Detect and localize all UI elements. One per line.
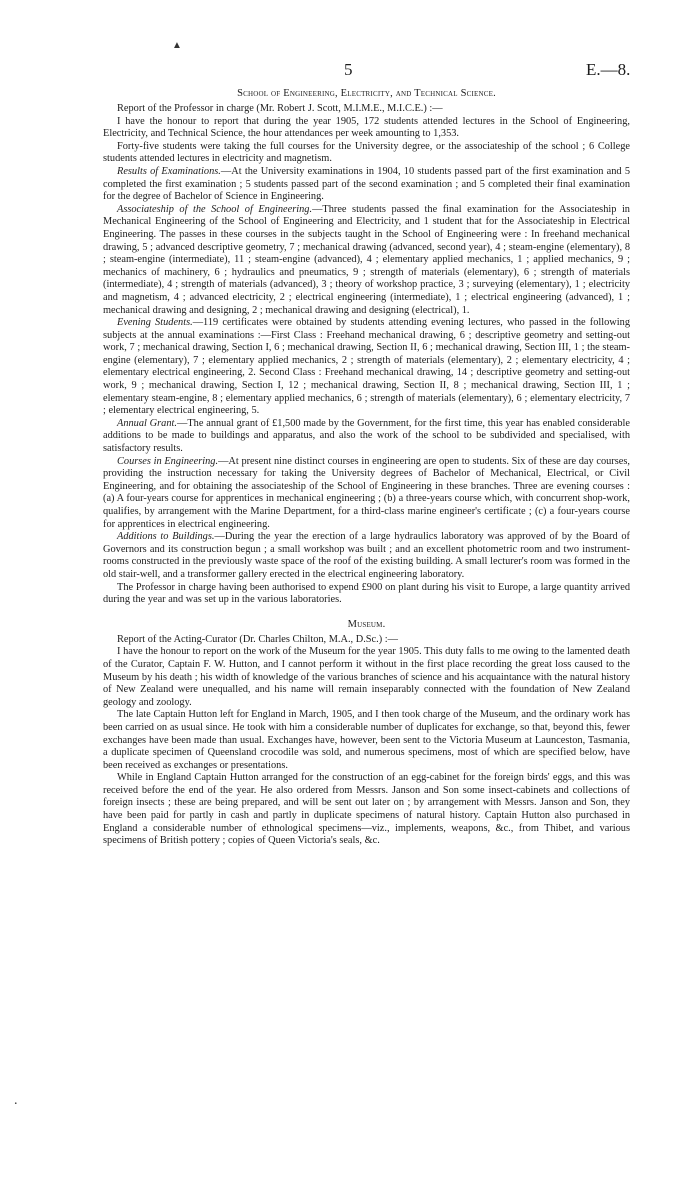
- associateship-heading: Associateship of the School of Engineering.: [117, 203, 313, 215]
- additions-heading: Additions to Buildings.: [117, 531, 215, 543]
- evening-students-paragraph: [103, 317, 630, 418]
- examinations-paragraph: [103, 166, 630, 204]
- associateship-paragraph: [103, 204, 630, 317]
- engineering-report-intro: Report of the Professor in charge (Mr. Robert J. Scott, M.I.M.E., M.I.C.E.) :—: [117, 103, 443, 114]
- annual-grant-text: —The annual grant of £1,500 made by the Government, for the first time, this year has enabled considerable additions to be made to buildings and apparatus, and also the work of the school to be subdivided and specialised, with satisfactory results.: [103, 417, 630, 455]
- page-number: 5: [344, 60, 353, 79]
- courses-paragraph: [103, 456, 630, 532]
- museum-report-intro: Report of the Acting-Curator (Dr. Charles Chilton, M.A., D.Sc.) :—: [117, 633, 398, 645]
- examinations-heading: Results of Examinations.: [117, 165, 221, 177]
- evening-students-heading: Evening Students.: [117, 317, 193, 329]
- museum-section-title: Museum.: [347, 618, 386, 630]
- museum-paragraph-3: While in England Captain Hutton arranged for the construction of an egg-cabinet for the foreign birds' eggs, and this was received before the end of the year. He also ordered from Messrs. Janson and Son some insect-cabinets and collections of foreign insects ; these are being prepared, and will be sent out later on ; by arrangement with Messrs. Janson and Son, they have been paid for partly in cash and partly in duplicate specimens of natural history. Captain Hutton also purchased in England a considerable number of ethnological specimens—viz., implements, weapons, &c., from Thibet, and various specimens of British pottery ; copies of Queen Victoria's seals, &c.: [103, 772, 630, 847]
- additions-paragraph: [103, 531, 630, 581]
- additions-text: —During the year the erection of a large hydraulics laboratory was approved of by the Board of Governors and its construction begun ; a small workshop was built ; and an excellent photometric room and two instrument-rooms constructed in the previously waste space of the roof of the existing building. A small lecturer's room was formed in the old stair-well, and a transformer gallery erected in the electrical engineering laboratory.: [103, 531, 631, 580]
- annual-grant-paragraph: [103, 418, 630, 456]
- courses-heading: Courses in Engineering.: [117, 455, 219, 467]
- document-body: [103, 88, 630, 848]
- museum-paragraph-1: I have the honour to report on the work of the Museum for the year 1905. This duty falls to me owing to the lamented death of the Curator, Captain F. W. Hutton, and I cannot perform it without in the first place recording the great loss caused to the Museum by his death ; his width of knowledge of the various branches of science and his acquaintance with the natural history of New Zealand were unequalled, and his name will remain inseparably connected with the foundation of New Zealand geology and zoology.: [103, 646, 630, 708]
- courses-text: —At present nine distinct courses in engineering are open to students. Six of these are day courses, providing the instruction necessary for taking the University degrees of Bachelor of Mechanical, Electrical, or Civil Engineering, and for obtaining the associateship of the School of Engineering in these branches. Three are evening courses : (a) A four-years course for apprentices in mechanical engineering ; (b) a three-years course which, with concurrent shop-work, qualifies, by arrangement with the Marine Department, for a third-class marine engineer's certificate ; (c) a four-years course for apprentices in electrical engineering.: [103, 455, 630, 530]
- document-reference: E.—8.: [586, 60, 631, 79]
- engineering-paragraph-1: I have the honour to report that during the year 1905, 172 students attended lectures in the School of Engineering, Electricity, and Technical Science, the hour attendances per week amounting to 1,353.: [103, 115, 630, 140]
- bottom-margin-mark: .: [14, 1093, 18, 1108]
- plant-paragraph: The Professor in charge having been authorised to expend £900 on plant during his visit to Europe, a large quantity arrived during the year and was set up in the various laboratories.: [103, 581, 630, 606]
- engineering-section-title: School of Engineering, Electricity, and Technical Science.: [237, 88, 496, 99]
- top-margin-mark: ▲: [172, 40, 182, 51]
- associateship-text: —Three students passed the final examination for the Associateship in Mechanical Engineering of the School of Engineering and Electricity, and 1 student that for the Associateship in Electrical Engineering. The passes in these courses in the subjects taught in the School of Engineering were : In freehand mechanical drawing, 5 ; advanced descriptive geometry, 7 ; mechanical drawing (advanced, second year), 4 ; steam-engine (elementary), 8 ; steam-engine (intermediate), 11 ; steam-engine (advanced), 4 ; elementary applied mechanics, 1 ; applied mechanics, 9 ; mechanics of machinery, 6 ; hydraulics and pneumatics, 9 ; strength of materials (elementary), 6 ; strength of materials (intermediate), 4 ; strength of materials (advanced), 3 ; theory of workshop practice, 3 ; surveying (elementary), 1 ; electricity and magnetism, 4 ; advanced electricity, 2 ; electrical engineering (intermediate), 1 ; electrical engineering (advanced), 1 ; mechanical drawing and designing, 2 ; mechanical drawing and designing (electrical), 1.: [103, 203, 630, 316]
- museum-paragraph-2: The late Captain Hutton left for England in March, 1905, and I then took charge of the Museum, and the ordinary work has been carried on as usual since. He took with him a considerable number of duplicates for exchange, so that, beyond this, fewer exchanges have been made than usual. Exchanges have, however, been sent to the Victoria Museum at Launceston, Tasmania, a duplicate specimen of Queensland crocodile was sold, and numerous specimens, most of which are specified below, have been received as exchanges or presentations.: [103, 709, 630, 771]
- engineering-paragraph-2: Forty-five students were taking the full courses for the University degree, or the associateship of the school ; 6 College students attended lectures in electricity and magnetism.: [103, 140, 630, 165]
- examinations-text: —At the University examinations in 1904, 10 students passed part of the first examination and 5 completed the first examination ; 5 students passed part of the second examination ; and 5 completed their final examination for the degree of Bachelor of Science in Engineering.: [103, 165, 631, 203]
- evening-students-text: —119 certificates were obtained by students attending evening lectures, who passed in the following subjects at the annual examinations :—First Class : Freehand mechanical drawing, 6 ; descriptive geometry and setting-out work, 7 ; mechanical drawing, Section I, 6 ; mechanical drawing, Section II, 6 ; mechanical drawing, Section III, 1 ; the steam-engine (elementary), 7 ; elementary applied mechanics, 2 ; strength of materials (elementary), 2 ; elementary electricity, 4 ; elementary electrical engineering, 2. Second Class : Freehand mechanical drawing, 14 ; descriptive geometry and setting-out work, 9 ; mechanical drawing, Section I, 12 ; mechanical drawing, Section II, 8 ; mechanical drawing, Section III, 1 ; elementary steam-engine, 8 ; elementary applied mechanics, 6 ; strength of materials (elementary), 6 ; elementary electricity, 7 ; elementary electrical engineering, 5.: [103, 317, 630, 417]
- annual-grant-heading: Annual Grant.: [117, 417, 177, 429]
